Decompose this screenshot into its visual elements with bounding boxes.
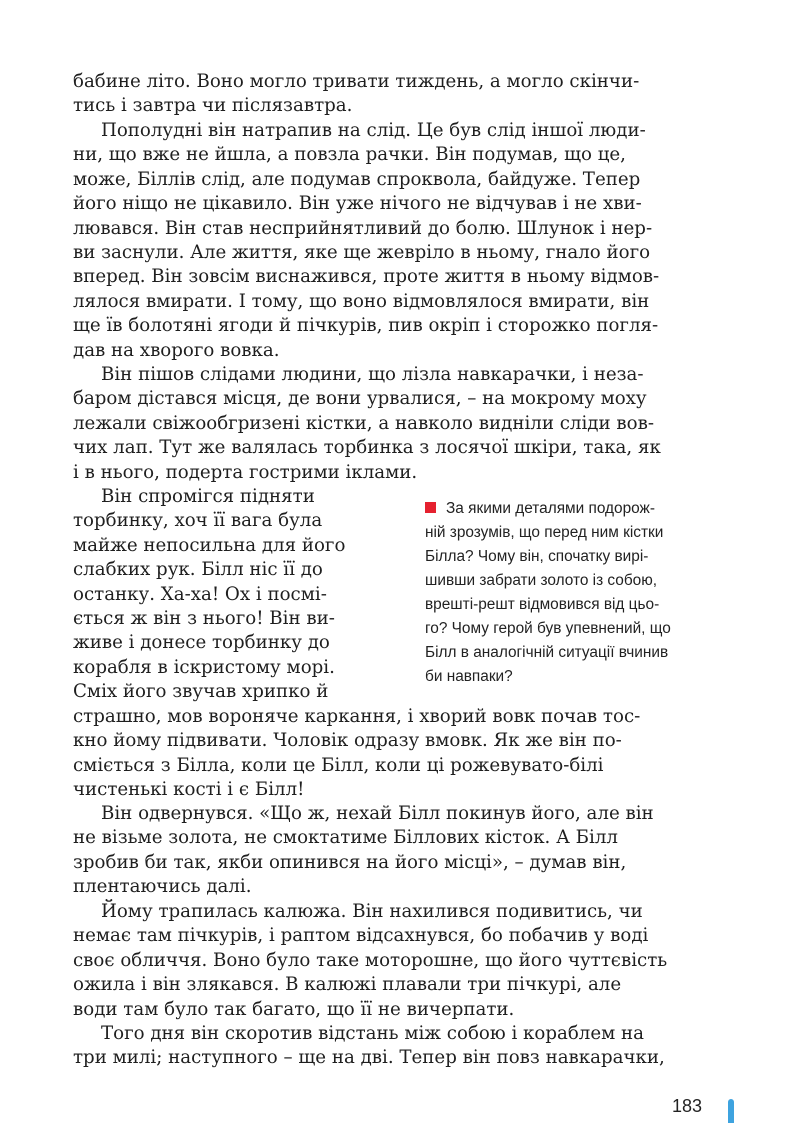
paragraph: [73, 485, 382, 705]
text-line: би навпаки?: [425, 668, 513, 685]
text-line: слабких рук. Білл ніс її до: [73, 559, 323, 581]
paragraph-continuation: [73, 70, 728, 119]
square-bullet-icon: [425, 502, 436, 513]
text-line: Пополудні він натрапив на слід. Це був слід іншої люди-: [101, 120, 646, 141]
text-line: не візьме золота, не смоктатиме Біллових кісток. А Білл: [73, 827, 618, 849]
paragraph: [73, 363, 728, 485]
text-line: Він спромігся підняти: [101, 486, 315, 507]
paragraph: [73, 802, 728, 900]
text-line: його ніщо не цікавило. Він уже нічого не відчував і не хви-: [73, 193, 642, 215]
text-line: тись і завтра чи післязавтра.: [73, 95, 353, 117]
text-line: кно йому підвивати. Чоловік одразу вмовк. Як же він по-: [73, 730, 622, 752]
text-line: ви заснули. Але життя, яке ще жевріло в ньому, гнало його: [73, 242, 651, 264]
text-line: зробив би так, якби опинився на його місці», – думав він,: [73, 851, 627, 873]
question-box: [425, 497, 731, 689]
paragraph: [73, 900, 728, 1022]
text-line: ній зрозумів, що перед ним кістки: [425, 524, 664, 541]
text-line: ще їв болотяні ягоди й пічкурів, пив окріп і сторожко погля-: [73, 315, 659, 337]
text-line: майже непосильна для його: [73, 534, 346, 556]
page-number: 183: [672, 1096, 703, 1116]
text-line: Йому трапилась калюжа. Він нахилився подивитись, чи: [101, 901, 643, 922]
text-line: торбинку, хоч її вага була: [73, 510, 323, 532]
text-line: врешті-решт відмовився від цьо-: [425, 596, 660, 613]
text-line: ожила і він злякався. В калюжі плавали три пічкурі, але: [73, 974, 622, 996]
paragraph-distance: [73, 1022, 728, 1071]
text-line: Він пішов слідами людини, що лізла навкарачки, і неза-: [101, 364, 644, 385]
paragraph-turned-away: [73, 802, 728, 900]
text-line: дав на хворого вовка.: [73, 339, 280, 361]
text-line: За якими деталями подорож-: [446, 500, 655, 517]
paragraph: [73, 119, 728, 363]
text-line: води там було так багато, що її не вичерпати.: [73, 998, 515, 1020]
paragraph-bones: [73, 363, 728, 485]
text-line: Він одвернувся. «Що ж, нехай Білл покинув його, але він: [101, 803, 654, 824]
text-line: Білла? Чому він, спочатку вирі-: [425, 548, 649, 565]
text-line: немає там пічкурів, і раптом відсахнувся, бо побачив у воді: [73, 925, 649, 947]
text-line: лежали свіжообгризені кістки, а навколо видніли сліди вов-: [73, 412, 654, 434]
text-line: останку. Ха-ха! Ох і посмі-: [73, 583, 327, 605]
text-line: лялося вмирати. І тому, що воно відмовлялося вмирати, він: [73, 290, 650, 312]
text-line: ється ж він з нього! Він ви-: [73, 608, 335, 630]
text-line: вперед. Він зовсім виснажився, проте життя в ньому відмов-: [73, 266, 660, 288]
text-line: чистенькі кості і є Білл!: [73, 779, 305, 801]
paragraph-bag-narrow: [73, 485, 382, 705]
paragraph: [73, 1022, 728, 1071]
text-line: Того дня він скоротив відстань між собою і кораблем на: [101, 1023, 645, 1044]
text-line: бабине літо. Воно могло тривати тиждень, а могло скінчи-: [73, 71, 640, 92]
text-line: корабля в іскристому морі.: [73, 656, 335, 678]
text-line: своє обличчя. Воно було таке моторошне, що його чуттєвість: [73, 949, 668, 971]
paragraph: [73, 705, 728, 803]
text-line: живе і донесе торбинку до: [73, 632, 330, 654]
text-line: три милі; наступного – ще на дві. Тепер він повз навкарачки,: [73, 1047, 665, 1069]
paragraph-puddle: [73, 900, 728, 1022]
page-edge-tab: [728, 1099, 734, 1123]
text-line: чих лап. Тут же валялась торбинка з лосячої шкіри, така, як: [73, 437, 661, 459]
text-line: го? Чому герой був упевнений, що: [425, 620, 671, 637]
question-text: [425, 500, 671, 685]
paragraph: [73, 70, 728, 119]
text-line: ни, що вже не йшла, а повзла рачки. Він подумав, що це,: [73, 144, 626, 166]
text-line: баром дістався місця, де вони урвалися, – на мокрому моху: [73, 388, 647, 410]
text-line: Білл в аналогічній ситуації вчинив: [425, 644, 669, 661]
text-line: сміється з Білла, коли це Білл, коли ці рожевувато-білі: [73, 754, 604, 776]
text-line: і в нього, подерта гострими іклами.: [73, 461, 418, 483]
text-line: Сміх його звучав хрипко й: [73, 681, 329, 703]
text-line: плентаючись далі.: [73, 876, 252, 898]
text-line: страшно, мов вороняче каркання, і хворий вовк почав тос-: [73, 706, 641, 727]
text-line: може, Біллів слід, але подумав спроквола, байдуже. Тепер: [73, 168, 641, 190]
text-line: лювався. Він став несприйнятливий до болю. Шлунок і нер-: [73, 217, 653, 239]
text-line: шивши забрати золото із собою,: [425, 572, 658, 589]
paragraph-track: [73, 119, 728, 363]
paragraph-bag-wide: [73, 705, 728, 803]
